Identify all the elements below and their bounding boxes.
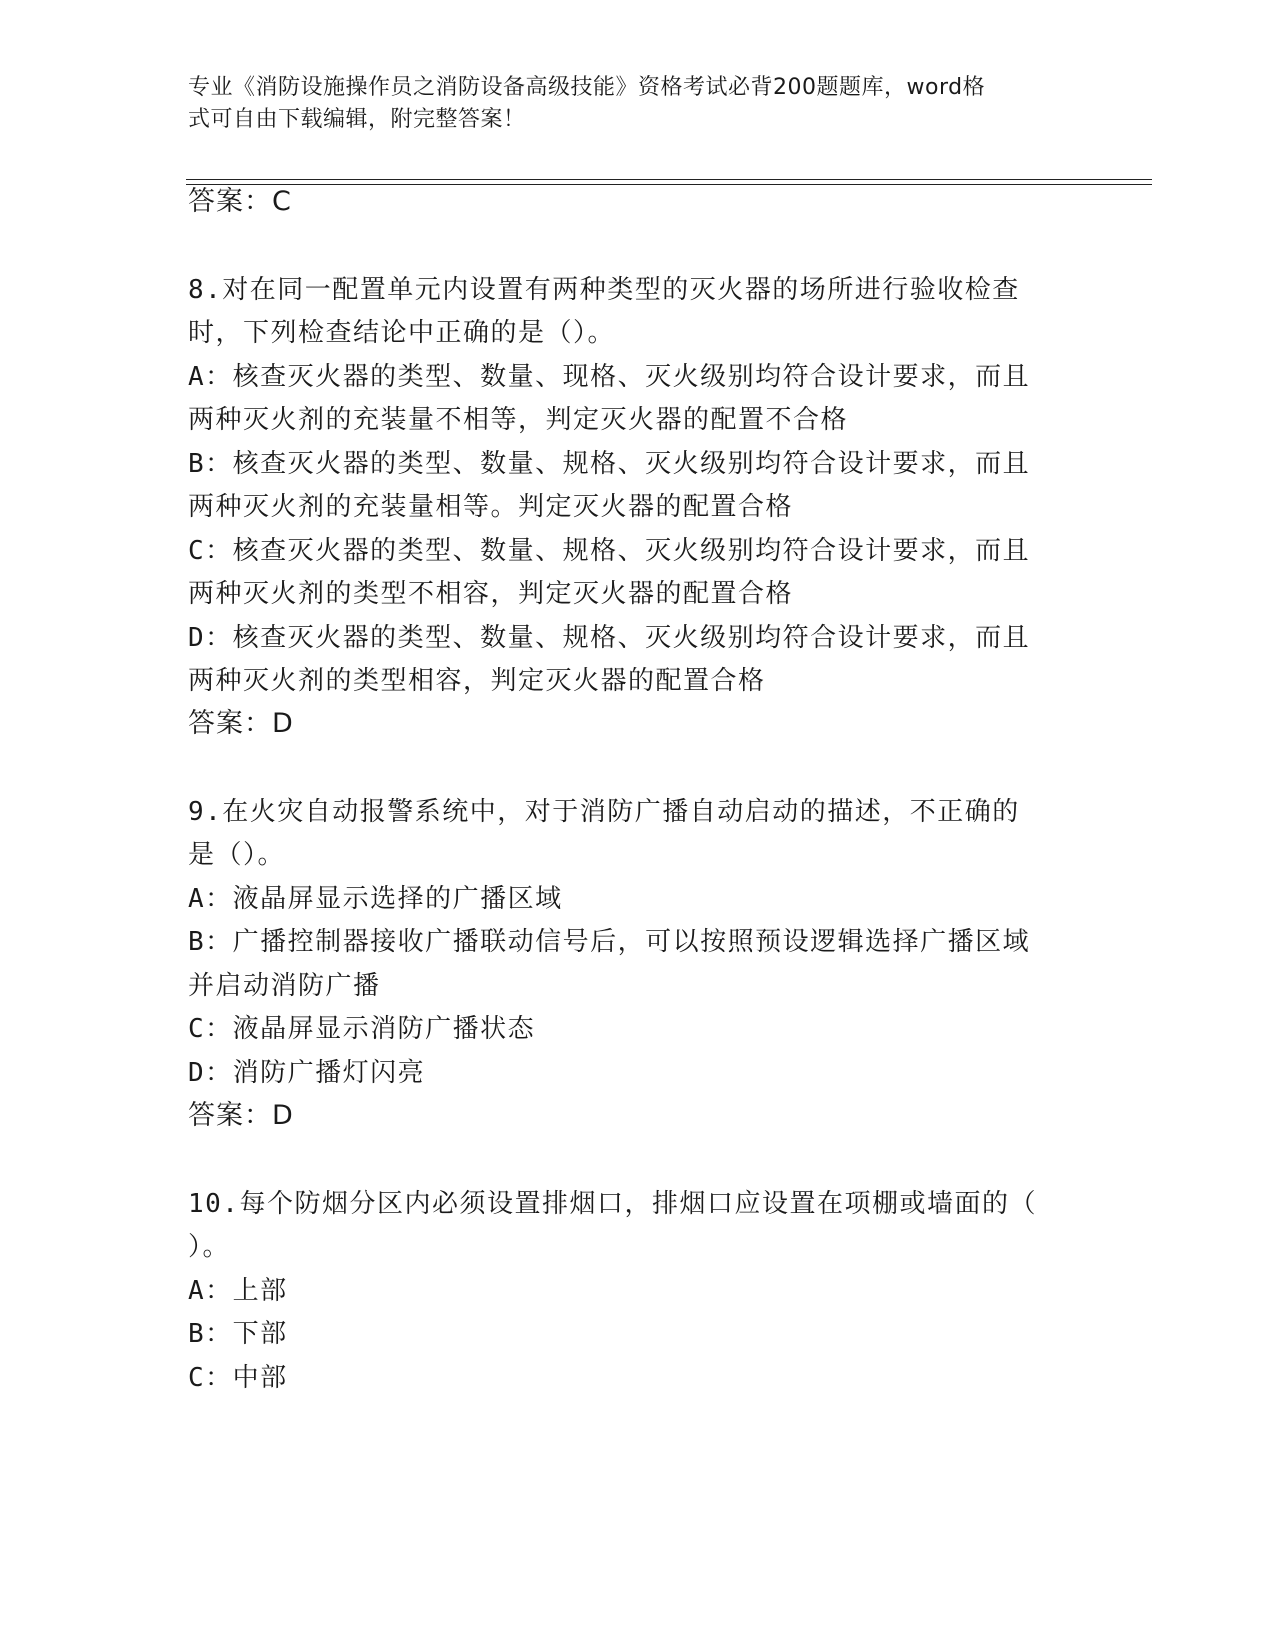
question-9-option-c-line-1: C：液晶屏显示消防广播状态 [188, 1014, 536, 1044]
question-8-option-a-line-1: A：核查灭火器的类型、数量、现格、灭火级别均符合设计要求，而且 [188, 362, 1031, 392]
question-8-option-c-line-2: 两种灭火剂的类型不相容，判定灭火器的配置合格 [188, 579, 794, 609]
header-line-1: 专业《消防设施操作员之消防设备高级技能》资格考试必背200题题库，word格 [188, 75, 986, 100]
question-8-answer: 答案：D [188, 708, 294, 739]
question-8-option-b-line-1: B：核查灭火器的类型、数量、规格、灭火级别均符合设计要求，而且 [188, 449, 1031, 479]
question-10-stem-line-2: ）。 [188, 1232, 231, 1262]
question-8-option-b-line-2: 两种灭火剂的充装量相等。判定灭火器的配置合格 [188, 492, 794, 522]
previous-answer: 答案：C [188, 186, 292, 217]
question-8-option-a-line-2: 两种灭火剂的充装量不相等，判定灭火器的配置不合格 [188, 405, 849, 435]
question-10-stem-line-1: 10.每个防烟分区内必须设置排烟口，排烟口应设置在项棚或墙面的（ [188, 1189, 1037, 1219]
header-line-2: 式可自由下载编辑，附完整答案！ [188, 107, 526, 132]
question-10-option-b-line-1: B：下部 [188, 1319, 288, 1349]
question-8-stem-line-2: 时，下列检查结论中正确的是（）。 [188, 318, 616, 348]
question-9-option-a-line-1: A：液晶屏显示选择的广播区域 [188, 884, 563, 914]
header-divider-top [186, 179, 1152, 180]
question-8-option-c-line-1: C：核查灭火器的类型、数量、规格、灭火级别均符合设计要求，而且 [188, 536, 1031, 566]
question-9-answer: 答案：D [188, 1100, 294, 1131]
question-9-option-d-line-1: D：消防广播灯闪亮 [188, 1058, 426, 1088]
question-9-stem-line-1: 9.在火灾自动报警系统中，对于消防广播自动启动的描述，不正确的 [188, 797, 1020, 827]
question-9-option-b-line-2: 并启动消防广播 [188, 971, 381, 1001]
question-8-stem-line-1: 8.对在同一配置单元内设置有两种类型的灭火器的场所进行验收检查 [188, 275, 1020, 305]
question-9-stem-line-2: 是（）。 [188, 840, 286, 870]
question-10-option-a-line-1: A：上部 [188, 1276, 288, 1306]
question-8-option-d-line-2: 两种灭火剂的类型相容，判定灭火器的配置合格 [188, 666, 766, 696]
document-header [188, 72, 1068, 136]
question-8-option-d-line-1: D：核查灭火器的类型、数量、规格、灭火级别均符合设计要求，而且 [188, 623, 1031, 653]
header-divider-bottom [186, 184, 1152, 185]
question-10-option-c-line-1: C：中部 [188, 1363, 288, 1393]
question-9-option-b-line-1: B：广播控制器接收广播联动信号后，可以按照预设逻辑选择广播区域 [188, 927, 1031, 957]
